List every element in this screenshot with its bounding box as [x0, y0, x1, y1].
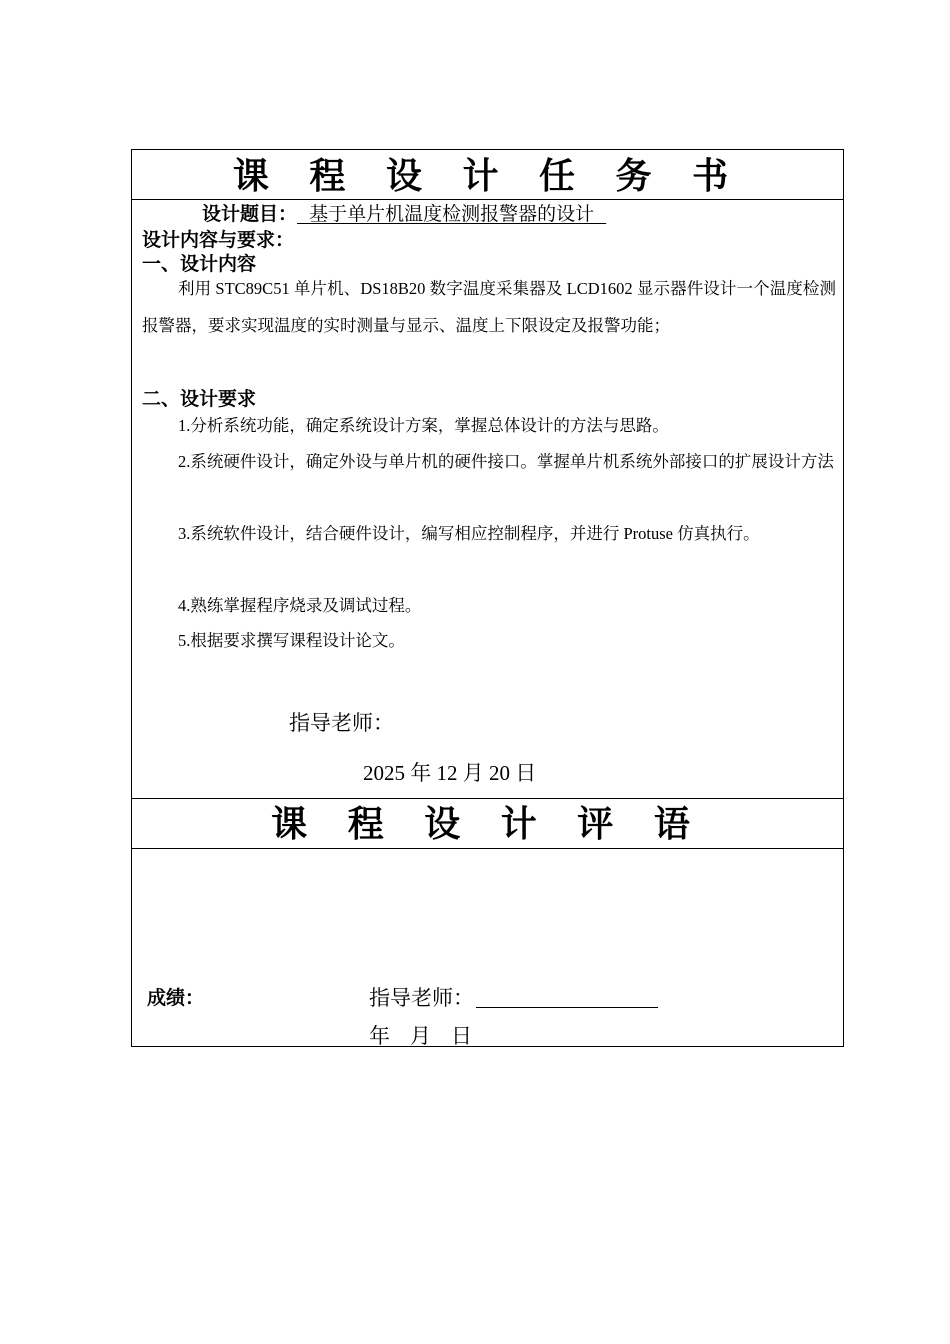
title-divider — [132, 199, 843, 200]
task-book-title: 课 程 设 计 任 务 书 — [232, 156, 743, 197]
section-heading-content: 一、设计内容 — [142, 253, 257, 275]
requirement-item: 4.熟练掌握程序烧录及调试过程。 — [178, 596, 422, 615]
requirement-item: 1.分析系统功能，确定系统设计方案，掌握总体设计的方法与思路。 — [178, 416, 669, 435]
content-requirements-label: 设计内容与要求： — [142, 229, 295, 251]
review-title: 课 程 设 计 评 语 — [271, 804, 704, 845]
section-divider — [132, 798, 843, 799]
design-topic-value: 基于单片机温度检测报警器的设计 — [297, 203, 607, 225]
task-date: 2025 年 12 月 20 日 — [363, 761, 537, 785]
requirement-item: 5.根据要求撰写课程设计论文。 — [178, 631, 405, 650]
review-date-placeholder: 年 月 日 — [369, 1024, 473, 1048]
design-topic-row — [202, 201, 606, 229]
review-advisor-row — [369, 983, 658, 1013]
review-advisor-label: 指导老师： — [369, 986, 474, 1010]
advisor-signature-line — [476, 1007, 658, 1008]
requirement-item: 3.系统软件设计，结合硬件设计，编写相应控制程序，并进行 Protuse 仿真执行。 — [178, 524, 760, 543]
task-advisor-label: 指导老师： — [289, 711, 394, 735]
course-design-form — [131, 149, 844, 1047]
requirement-item: 2.系统硬件设计，确定外设与单片机的硬件接口。掌握单片机系统外部接口的扩展设计方法 — [178, 452, 834, 471]
grade-label: 成绩： — [147, 987, 205, 1009]
design-content-paragraph: 利用 STC89C51 单片机、DS18B20 数字温度采集器及 LCD1602 显示器件设计一个温度检测报警器，要求实现温度的实时测量与显示、温度上下限设定及报警功能； — [142, 279, 836, 335]
section-heading-requirements: 二、设计要求 — [142, 388, 257, 410]
design-topic-label: 设计题目： — [202, 203, 298, 225]
review-title-divider — [132, 848, 843, 849]
